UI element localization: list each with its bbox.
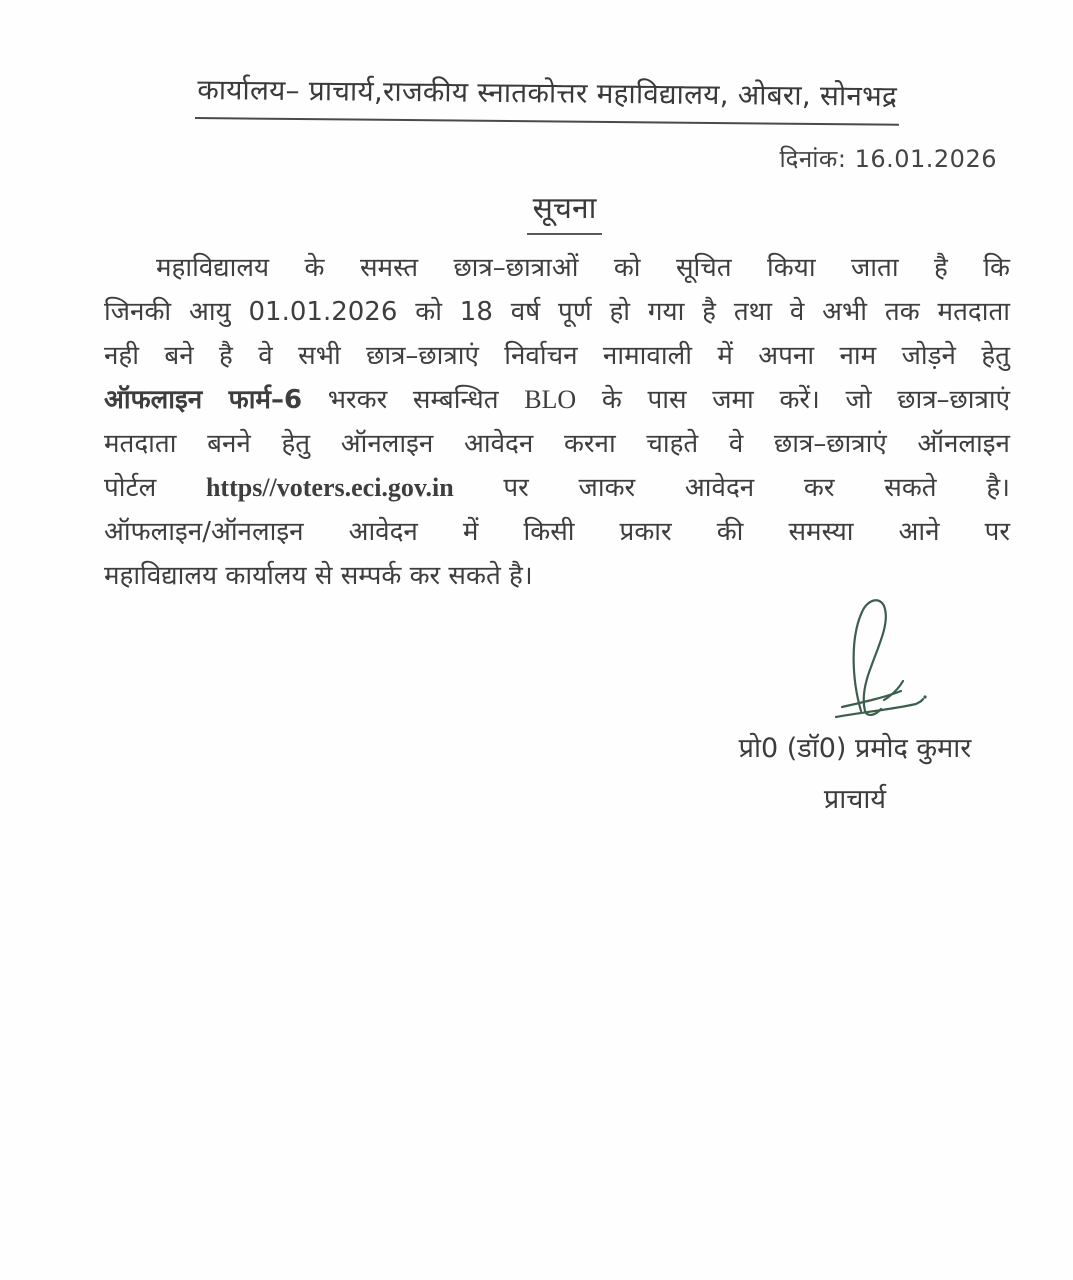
body-line [104, 554, 1010, 598]
hindi-text-segment: जिनकी आयु 01.01.2026 को 18 वर्ष पूर्ण हो गया है तथा वे अभी तक मतदाता [104, 297, 1010, 327]
body-line [104, 378, 1010, 422]
title-row [0, 186, 1073, 235]
body-line [104, 466, 1010, 510]
signatory-designation: प्राचार्य [823, 784, 887, 815]
hindi-text-segment: भरकर सम्बन्धित [302, 385, 525, 415]
hindi-text-segment: महाविद्यालय के समस्त छात्र–छात्राओं को सूचित किया जाता है कि [156, 253, 1010, 283]
handwritten-signature-icon [823, 598, 933, 726]
notice-title: सूचना [527, 186, 603, 235]
signatory-name: प्रो0 (डॉ0) प्रमोद कुमार [738, 733, 972, 764]
body-line [104, 246, 1010, 290]
hindi-text-segment: ऑफलाइन/ऑनलाइन आवेदन में किसी प्रकार की समस्या आने पर [104, 517, 1010, 547]
body-line [104, 334, 1010, 378]
body-line [104, 422, 1010, 466]
hindi-text-segment: मतदाता बनने हेतु ऑनलाइन आवेदन करना चाहते वे छात्र–छात्राएं ऑनलाइन [104, 429, 1010, 459]
latin-text-segment: BLO [524, 385, 577, 414]
hindi-text-segment: पोर्टल [104, 473, 206, 503]
hindi-text-segment: के पास जमा करें। जो छात्र–छात्राएं [576, 385, 1010, 415]
hindi-text-segment: नही बने है वे सभी छात्र–छात्राएं निर्वाचन नामावाली में अपना नाम जोड़ने हेतु [104, 341, 1010, 371]
signature-block [705, 598, 1005, 816]
notice-body [104, 246, 1010, 598]
letterhead [84, 70, 1010, 119]
hindi-text-segment: पर जाकर आवेदन कर सकते है। [453, 473, 1010, 503]
hindi-text-segment: ऑफलाइन फार्म–6 [104, 385, 303, 415]
body-line [104, 290, 1010, 334]
body-line [104, 510, 1010, 554]
hindi-text-segment: महाविद्यालय कार्यालय से सम्पर्क कर सकते है। [104, 561, 533, 591]
date-line: दिनांक: 16.01.2026 [779, 145, 997, 173]
office-header: कार्यालय– प्राचार्य,राजकीय स्नातकोत्तर महाविद्यालय, ओबरा, सोनभद्र [195, 70, 899, 126]
latin-text-segment: https//voters.eci.gov.in [205, 473, 454, 502]
